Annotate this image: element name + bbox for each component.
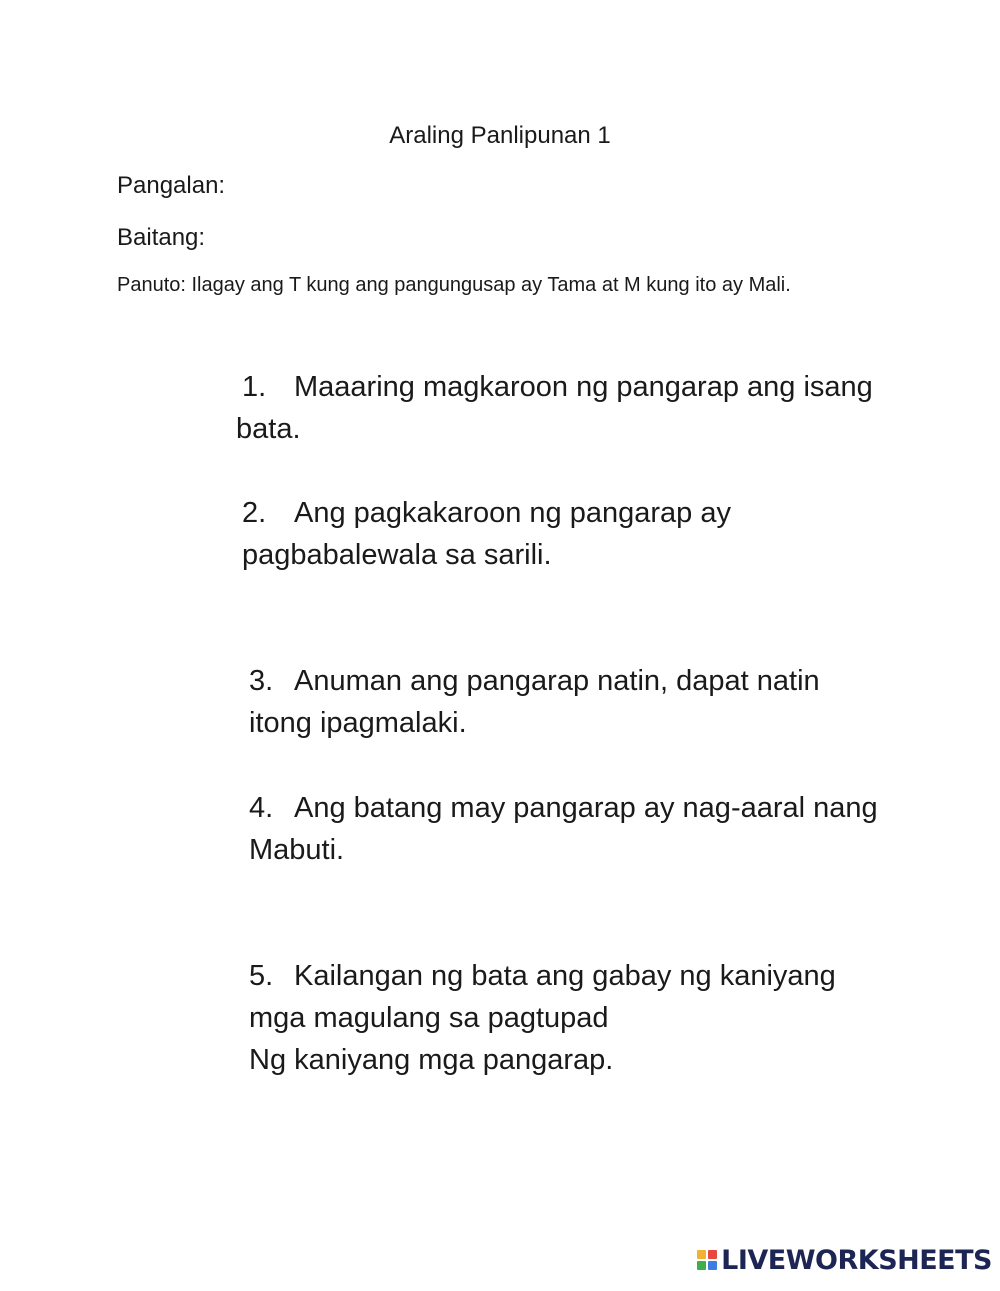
- question-5-number: 5.: [249, 960, 274, 992]
- question-4-line-2: Mabuti.: [249, 834, 345, 866]
- question-3-line-2: itong ipagmalaki.: [249, 707, 467, 739]
- question-2-text: Ang pagkakaroon ng pangarap ay: [294, 497, 731, 529]
- question-5-text: Kailangan ng bata ang gabay ng kaniyang: [294, 960, 836, 992]
- name-label: Pangalan:: [117, 172, 226, 199]
- logo-text: LIVEWORKSHEETS: [721, 1244, 992, 1276]
- question-3-line-1: [249, 660, 820, 702]
- question-5-line-1: [249, 955, 836, 997]
- question-1-line-2: bata.: [236, 413, 301, 445]
- question-5: [249, 955, 836, 1081]
- question-2-number: 2.: [242, 497, 267, 529]
- question-2-line-1: [242, 492, 731, 534]
- grade-label: Baitang:: [117, 224, 206, 251]
- question-4-number: 4.: [249, 792, 274, 824]
- question-3: [249, 660, 820, 744]
- question-5-line-2: mga magulang sa pagtupad: [249, 1002, 609, 1034]
- logo-block-1: [697, 1250, 706, 1259]
- instructions: Panuto: Ilagay ang T kung ang pangungusap ay Tama at M kung ito ay Mali.: [117, 274, 791, 296]
- question-1-number: 1.: [242, 371, 267, 403]
- question-1: [236, 366, 873, 450]
- question-1-line-1: [236, 366, 873, 408]
- logo-blocks-icon: [697, 1250, 717, 1270]
- liveworksheets-logo[interactable]: [697, 1243, 992, 1277]
- question-2: [242, 492, 731, 576]
- question-4: [249, 787, 878, 871]
- question-1-text: Maaaring magkaroon ng pangarap ang isang: [294, 371, 873, 403]
- question-2-line-2: pagbabalewala sa sarili.: [242, 539, 552, 571]
- question-4-text: Ang batang may pangarap ay nag-aaral nang: [294, 792, 878, 824]
- question-3-number: 3.: [249, 665, 274, 697]
- logo-block-3: [697, 1261, 706, 1270]
- question-4-line-1: [249, 787, 878, 829]
- question-3-text: Anuman ang pangarap natin, dapat natin: [294, 665, 820, 697]
- logo-block-4: [708, 1261, 717, 1270]
- question-5-line-3: Ng kaniyang mga pangarap.: [249, 1044, 614, 1076]
- page-title: Araling Panlipunan 1: [389, 122, 611, 149]
- logo-block-2: [708, 1250, 717, 1259]
